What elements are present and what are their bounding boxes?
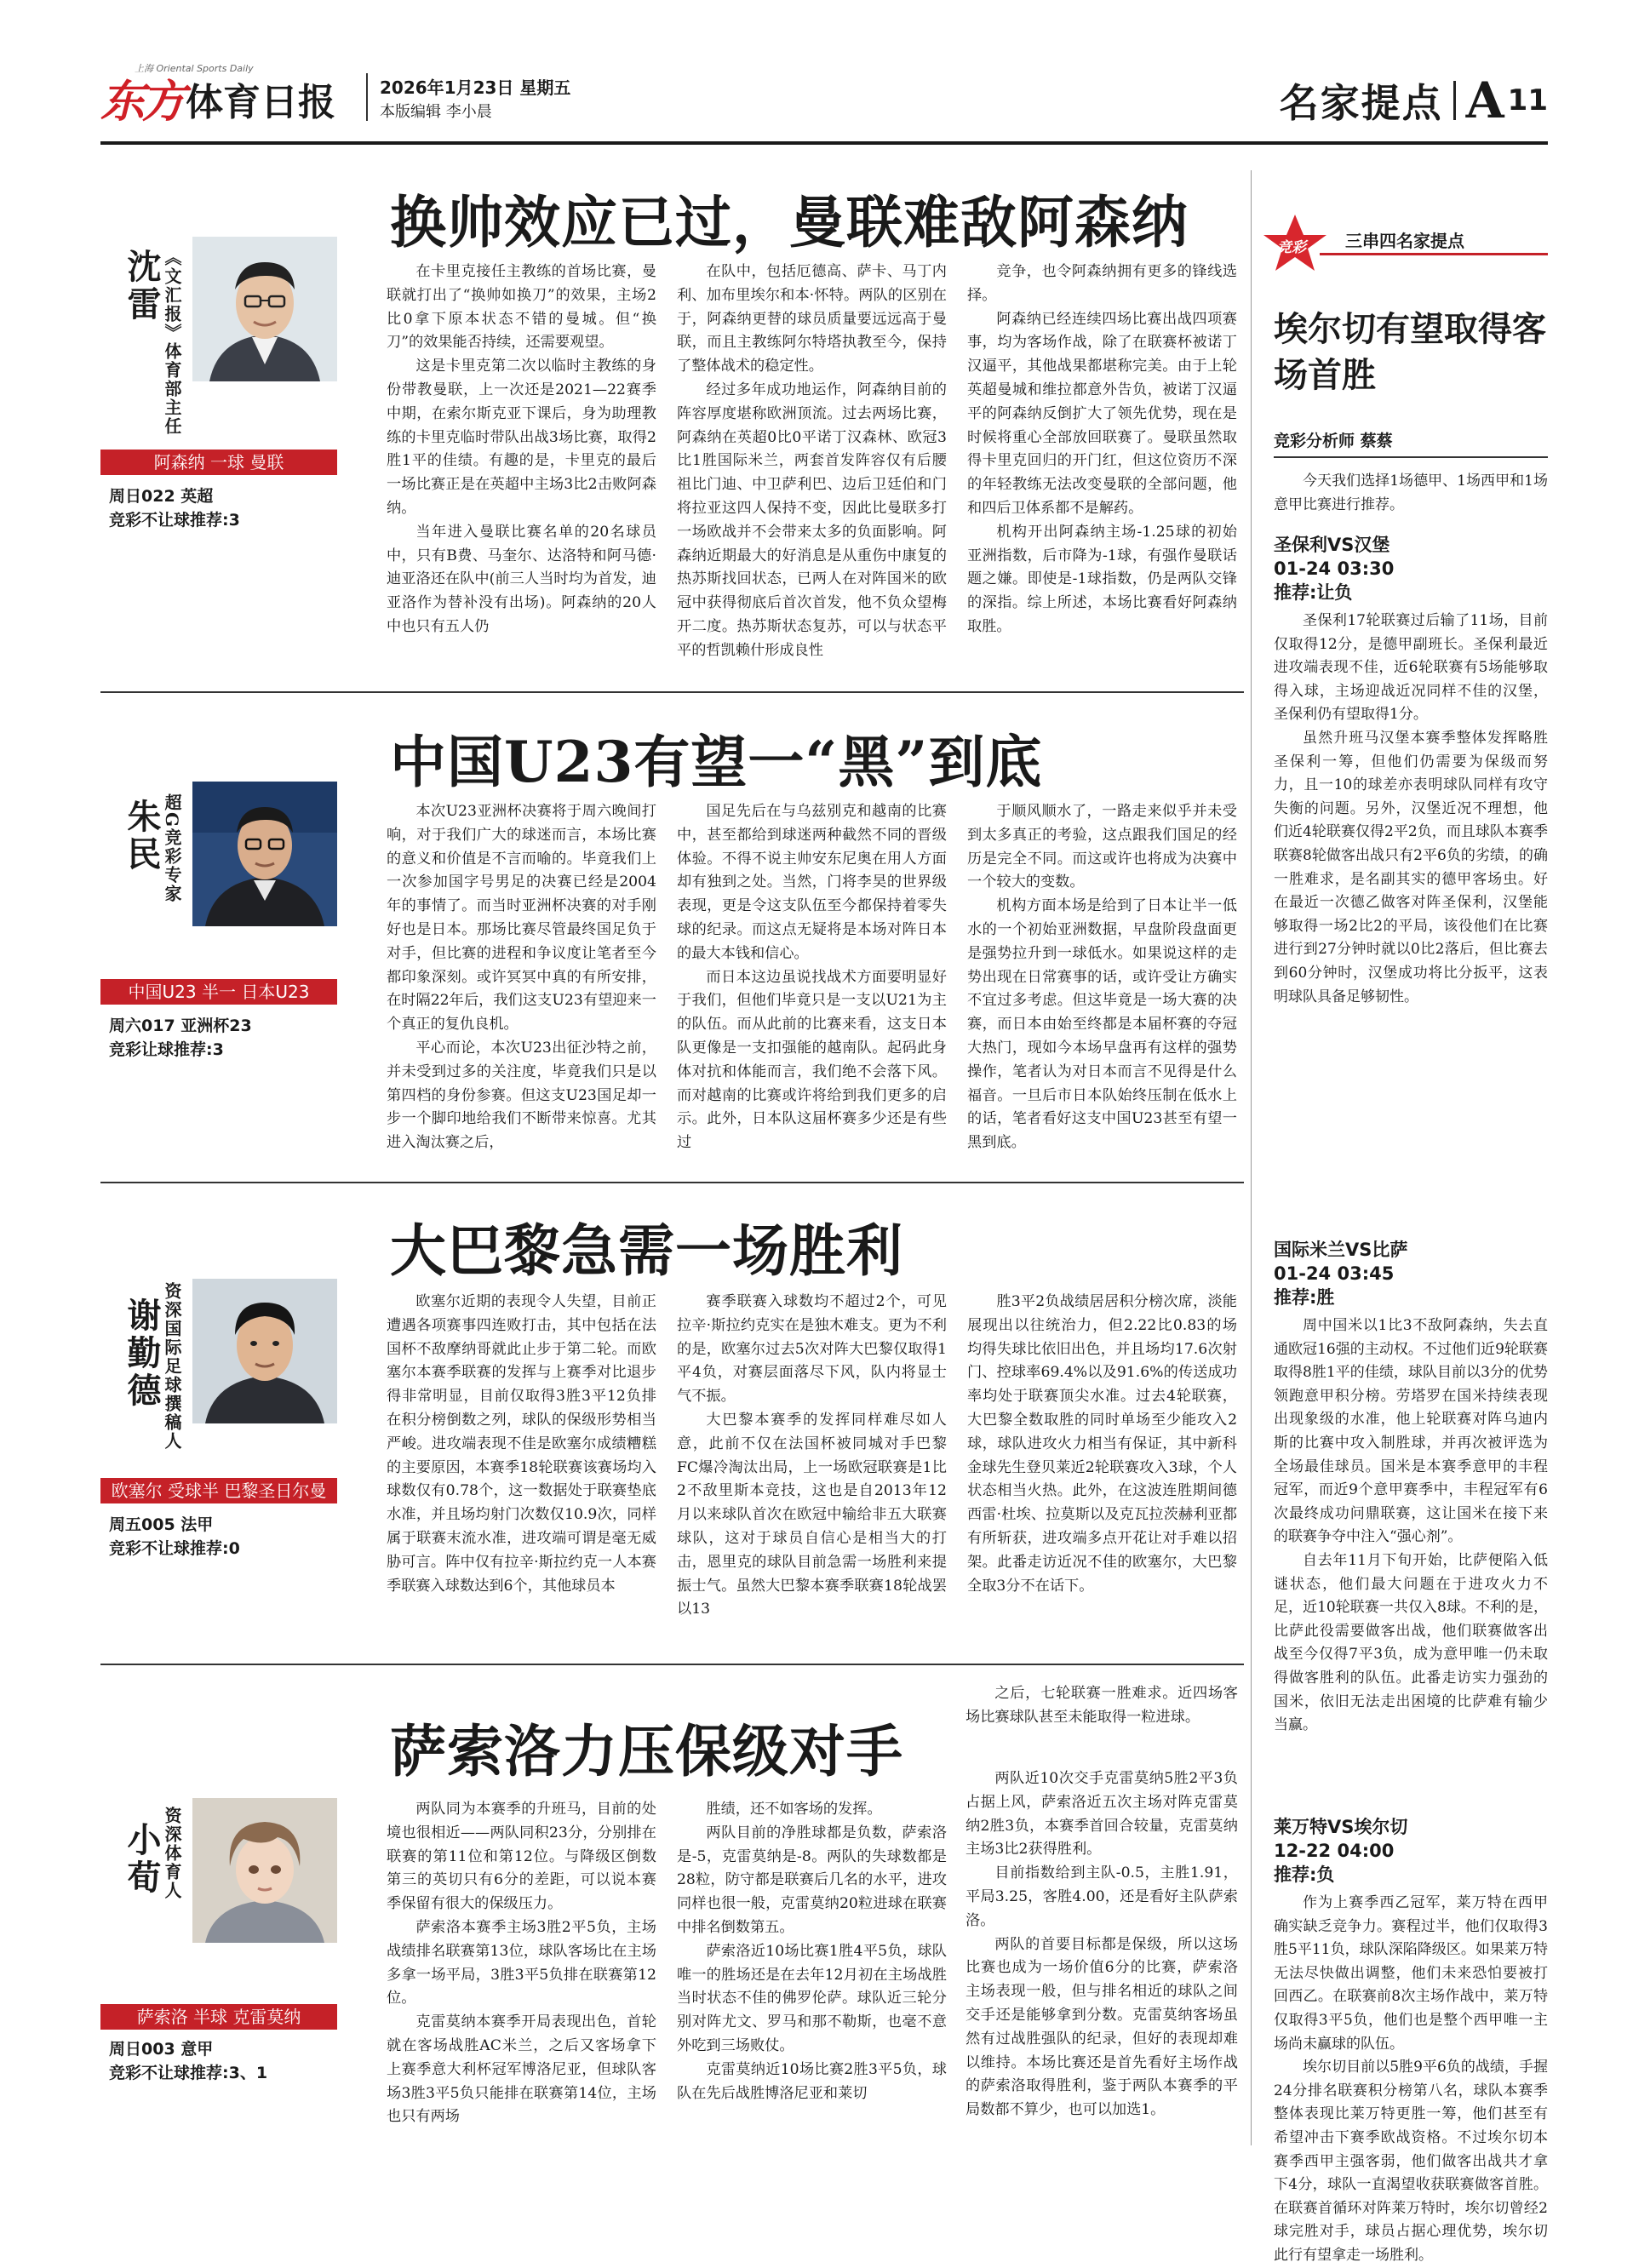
body-paragraph: 于顺风顺水了，一路走来似乎并未受到太多真正的考验，这点跟我们国足的经历是完全不同。而这或许也将成为决赛中一个较大的变数。 (967, 803, 1237, 891)
body-paragraph: 目前指数给到主队-0.5，主胜1.91，平局3.25，客胜4.00，还是看好主队萨索洛。 (965, 1864, 1238, 1929)
body-paragraph: 克雷莫纳本赛季开局表现出色，首轮就在客场战胜AC米兰，之后又客场拿下上赛季意大利杯冠军博洛尼亚，但球队客场3胜3平5负只能排在联赛第14位，主场也只有两场 (387, 2013, 656, 2126)
body-column-2 (677, 800, 947, 1175)
sidebar-intro (1274, 470, 1548, 521)
match-3-teams: 莱万特VS埃尔切 (1274, 1817, 1408, 1837)
author-avatar (192, 1279, 337, 1423)
body-column-1 (387, 800, 656, 1175)
rec-line-1: 周日003 意甲 (109, 2040, 214, 2059)
author-title: 超G竞彩专家 (162, 793, 182, 904)
article-body (387, 1291, 1238, 1657)
body-paragraph: 周中国米以1比3不敌阿森纳，失去直通欧冠16强的主动权。不过他们近9轮联赛取得8胜1平的佳绩，球队目前以3分的优势领跑意甲积分榜。劳塔罗在国米持续表现出现象级的水准，他上轮联赛对阵乌迪内斯的比赛中攻入制胜球，并再次被评选为全场最佳球员。国米是本赛季意甲的丰程冠军，而近9个意甲赛季中，丰程冠军有6次最终成功问鼎联赛，这让国米在接下来的联赛争夺中注入“强心剂”。 (1274, 1317, 1548, 1546)
newspaper-logo[interactable] (100, 68, 335, 128)
body-column-1 (387, 261, 656, 686)
body-paragraph: 大巴黎本赛季的发挥同样难尽如人意，此前不仅在法国杯被同城对手巴黎FC爆冷淘汰出局，上一场欧冠联赛是1比2不敌里斯本竞技，这也是自2013年12月以来球队首次在欧冠中输给非五大联赛球队，这对于球员自信心是相当大的打击，恩里克的球队目前急需一场胜利来提振士气。虽然大巴黎本赛季联赛18轮战罢以13 (677, 1411, 947, 1618)
masthead-rule (100, 141, 1548, 145)
body-paragraph: 而日本这边虽说找战术方面要明显好于我们，但他们毕竟只是一支以U21为主的队伍。而从此前的比赛来看，这支日本队更像是一支扣强能的越南队。起码此身体对抗和体能而言，我们绝不会落下风。而对越南的比赛或许将给到我们更多的启示。此外，日本队这届杯赛多少还是有些过 (677, 968, 947, 1152)
body-paragraph: 在队中，包括厄德高、萨卡、马丁内利、加布里埃尔和本·怀特。两队的区别在于，阿森纳更替的球员质量要远远高于曼联，而且主教练阿尔特塔执教至今，保持了整体战术的稳定性。 (677, 263, 947, 375)
intro-paragraph: 今天我们选择1场德甲、1场西甲和1场意甲比赛进行推荐。 (1274, 472, 1548, 513)
headline[interactable]: 萨索洛力压保级对手 (390, 1718, 903, 1784)
article-1 (100, 162, 1244, 690)
body-paragraph: 阿森纳已经连续四场比赛出战四项赛事，均为客场作战，除了在联赛杯被诺丁汉逼平，其他战果都堪称完美。由于上轮英超曼城和维拉都意外告负，被诺丁汉逼平的阿森纳反倒扩大了领先优势，现在是时候将重心全部放回联赛了。曼联虽然取得卡里克回归的开门红，但这位资历不深的年轻教练无法改变曼联的全部问题，他和四后卫体系都不是解药。 (967, 310, 1237, 517)
body-column-3-top (965, 1682, 1238, 1767)
body-paragraph: 平心而论，本次U23出征沙特之前，并未受到过多的关注度，毕竟我们只是以第四档的身份参赛。但这支U23国足却一步一个脚印地给我们不断带来惊喜。尤其进入淘汰赛之后， (387, 1039, 656, 1152)
rec-line-1: 周日022 英超 (109, 487, 214, 506)
body-paragraph: 虽然升班马汉堡本赛季整体发挥略胜圣保利一筹，但他们仍需要为保级而努力，且一10的球差亦表明球队同样有攻守失衡的问题。另外，汉堡近况不理想，他们近4轮联赛仅得2平2负，而且球队本赛季联赛8轮做客出战只有2平6负的劣绩，的确一胜难求，是名副其实的德甲客场虫。好在最近一次德乙做客对阵圣保利，汉堡能够取得一场2比2的平局，该役他们在比赛进行到27分钟时就以0比2落后，但比赛去到60分钟时，汉堡成功将比分扳平，这表明球队具备足够韧性。 (1274, 729, 1548, 1005)
body-paragraph: 国足先后在与乌兹别克和越南的比赛中，甚至都给到球迷两种截然不同的晋级体验。不得不说主帅安东尼奥在用人方面却有独到之处。当然，门将李昊的世界级表现，更是令这支队伍至今都保持着零失球的纪录。而这点无疑将是本场对阵日本的最大本钱和信心。 (677, 803, 947, 962)
body-paragraph: 赛季联赛入球数均不超过2个，可见拉辛·斯拉约克实在是独木难支。更为不利的是，欧塞尔过去5次对阵大巴黎仅取得1平4负，对赛层面落尽下风，队内将显士气不振。 (677, 1293, 947, 1406)
body-column-3 (967, 800, 1237, 1175)
match-1-time: 01-24 03:30 (1274, 558, 1395, 579)
article-body (387, 800, 1238, 1175)
headline[interactable]: 换帅效应已过，曼联难敌阿森纳 (390, 189, 1189, 255)
match-1-pick: 推荐:让负 (1274, 582, 1353, 603)
rec-line-2: 竞彩不让球推荐:3 (109, 511, 240, 530)
article-body (387, 261, 1238, 686)
author-title: 资深国际足球撰稿人 (162, 1282, 182, 1451)
page-editor: 本版编辑 李小晨 (380, 103, 492, 121)
issue-date: 2026年1月23日 星期五 (380, 77, 571, 98)
rec-line-2: 竞彩让球推荐:3 (109, 1040, 224, 1059)
body-column-2 (677, 1798, 947, 2139)
sidebar-column (1260, 170, 1548, 2264)
page-number: 11 (1507, 83, 1548, 117)
sidebar-rule (1274, 456, 1548, 458)
body-paragraph: 两队目前的净胜球都是负数，萨索洛是-5，克雷莫纳是-8。两队的失球数都是28粒，防守都是联赛后几名的水平，进攻同样也很一般，克雷莫纳20粒进球在联赛中排名倒数第五。 (677, 1824, 947, 1936)
body-paragraph: 圣保利17轮联赛过后输了11场，目前仅取得12分，是德甲副班长。圣保利最近进攻端表现不佳，近6轮联赛有5场能够取得入球，主场迎战近况同样不佳的汉堡，圣保利仍有望取得1分。 (1274, 612, 1548, 724)
sidebar-tag: 三串四名家提点 (1320, 226, 1548, 255)
body-column-3 (967, 1291, 1237, 1657)
body-paragraph: 机构方面本场是给到了日本让半一低水的一个初始亚洲数据，早盘阶段盘面更是强势拉升到一球低水。如果说这样的走势出现在日常赛事的话，或许受让方确实不宜过多考虑。但这毕竟是一场大赛的决赛，而日本由始至终都是本届杯赛的夺冠大热门，现如今本场早盘再有这样的强势操作，笔者认为对日本而言不见得是什么福音。一旦后市日本队始终压制在低水上的话，笔者看好这支中国U23甚至有望一黑到底。 (967, 897, 1237, 1152)
author-name: 小荀 (122, 1822, 162, 1897)
article-body-top (965, 1682, 1238, 1767)
author-avatar (192, 782, 337, 926)
body-paragraph: 作为上赛季西乙冠军，莱万特在西甲确实缺乏竞争力。赛程过半，他们仅取得3胜5平11负，球队深陷降级区。如果莱万特无法尽快做出调整，他们未来恐怕要被打回西乙。在联赛前8次主场作战中，莱万特仅取得3平5负，他们也是整个西甲唯一主场尚未赢球的队伍。 (1274, 1894, 1548, 2053)
logo-english: 上海 Oriental Sports Daily (135, 63, 254, 74)
author-name: 谢勤德 (122, 1297, 162, 1410)
sidebar-divider (1251, 170, 1252, 2145)
body-column-2 (677, 261, 947, 686)
body-paragraph: 竞争，也令阿森纳拥有更多的锋线选择。 (967, 263, 1237, 304)
body-paragraph: 萨索洛本赛季主场3胜2平5负，主场战绩排名联赛第13位，球队客场比在主场多拿一场平局，3胜3平5负排在联赛第12位。 (387, 1918, 656, 2007)
body-paragraph: 欧塞尔近期的表现令人失望，目前正遭遇各项赛事四连败打击，其中包括在法国杯不敌摩纳哥就此止步于第二轮。而欧塞尔本赛季联赛的发挥与上赛季对比退步得非常明显，目前仅取得3胜3平12负排在积分榜倒数之列，球队的保级形势相当严峻。进攻端表现不佳是欧塞尔成绩糟糕的主要原因，本赛季18轮联赛该赛场均入球数仅有0.78个，这一数据处于联赛垫底水准，并且场均射门次数仅10.9次，同样属于联赛末流水准，进攻端可谓是毫无威胁可言。阵中仅有拉辛·斯拉约克一人本赛季联赛入球数达到6个，其他球员本 (387, 1293, 656, 1595)
body-paragraph: 这是卡里克第二次以临时主教练的身份带教曼联，上一次还是2021—22赛季中期，在索尔斯克亚下课后，身为助理教练的卡里克临时带队出战3场比赛，取得2胜1平的佳绩。有趣的是，卡里克的最后一场比赛正是在英超中主场3比2击败阿森纳。 (387, 358, 656, 517)
body-paragraph: 两队近10次交手克雷莫纳5胜2平3负占据上风，萨索洛近五次主场对阵克雷莫纳2胜3负，本赛季首回合较量，克雷莫纳主场3比2获得胜利。 (965, 1770, 1238, 1858)
match-bar: 萨索洛 半球 克雷莫纳 (100, 2004, 337, 2030)
body-paragraph: 自去年11月下旬开始，比萨便陷入低谜状态，他们最大问题在于进攻火力不足，近10轮联赛一共仅入8球。不利的是，比萨此役需要做客出战，他们联赛做客出战至今仅得7平3负，成为意甲唯一仍未取得做客胜利的队伍。此番走访实力强劲的国米，依旧无法走出困境的比萨难有输少当赢。 (1274, 1551, 1548, 1734)
headline[interactable]: 大巴黎急需一场胜利 (390, 1217, 903, 1284)
author-name: 朱民 (122, 799, 162, 873)
article-3 (100, 1188, 1244, 1665)
page-letter: A (1465, 72, 1504, 129)
author-title: 资深体育人 (162, 1807, 182, 1900)
body-paragraph: 机构开出阿森纳主场-1.25球的初始亚洲指数，后市降为-1球，有强作曼联话题之嫌。即使是-1球指数，仍是两队交锋的深指。综上所述，本场比赛看好阿森纳取胜。 (967, 523, 1237, 635)
article-divider (100, 1182, 1244, 1183)
match-2-text (1274, 1314, 1548, 1800)
author-avatar (192, 237, 337, 381)
rec-line-1: 周六017 亚洲杯23 (109, 1017, 252, 1035)
match-2-time: 01-24 03:45 (1274, 1263, 1395, 1284)
body-paragraph: 之后，七轮联赛一胜难求。近四场客场比赛球队甚至未能取得一粒进球。 (965, 1685, 1238, 1726)
article-body-right (965, 1767, 1238, 2142)
sidebar-title[interactable]: 埃尔切有望取得客场首胜 (1274, 309, 1546, 395)
body-paragraph: 当年进入曼联比赛名单的20名球员中，只有B费、马奎尔、达洛特和阿马德·迪亚洛还在队中(前三人当时均为首发，迪亚洛作为替补没有出场)。阿森纳的20人中也只有五人仍 (387, 523, 656, 635)
match-1-teams: 圣保利VS汉堡 (1274, 535, 1390, 555)
masthead-divider (366, 73, 368, 121)
article-body (387, 1798, 948, 2139)
author-avatar (192, 1798, 337, 1943)
body-column-1 (387, 1798, 656, 2139)
body-paragraph: 萨索洛近10场比赛1胜4平5负，球队唯一的胜场还是在去年12月初在主场战胜当时状态不佳的佛罗伦萨。球队近三轮分别对阵尤文、罗马和那不勒斯，也毫不意外吃到三场败仗。 (677, 1942, 947, 2054)
match-3-text (1274, 1892, 1548, 2264)
body-column-3 (967, 261, 1237, 686)
author-name: 沈雷 (122, 249, 162, 324)
logo-east: 东方 (100, 76, 183, 128)
body-column-2 (677, 1291, 947, 1657)
article-2 (100, 698, 1244, 1183)
match-2-pick: 推荐:胜 (1274, 1287, 1335, 1308)
section-divider (1453, 81, 1456, 120)
body-column-1 (387, 1291, 656, 1657)
section-name: 名家提点 (1279, 80, 1443, 126)
body-paragraph: 胜绩，还不如客场的发挥。 (706, 1801, 882, 1818)
match-bar: 中国U23 半一 日本U23 (100, 979, 337, 1005)
sidebar-analyst: 竞彩分析师 蔡蔡 (1274, 432, 1393, 450)
match-3-time: 12-22 04:00 (1274, 1841, 1395, 1861)
match-bar: 欧塞尔 受球半 巴黎圣日尔曼 (100, 1478, 337, 1503)
body-paragraph: 埃尔切目前以5胜9平6负的战绩，手握24分排名联赛积分榜第八名，球队本赛季整体表现比莱万特更胜一筹，他们甚至有希望冲击下赛季欧战资格。不过埃尔切本赛季西甲主强客弱，他们做客出战共才拿下4分，球队一直渴望收获联赛做客首胜。在联赛首循环对阵莱万特时，埃尔切曾经2球完胜对手，球员占据心理优势，埃尔切此行有望拿走一场胜利。 (1274, 2059, 1548, 2264)
match-3-pick: 推荐:负 (1274, 1864, 1335, 1885)
body-paragraph: 胜3平2负战绩居居积分榜次席，淡能展现出以往统治力，但2.22比0.83的场均得失球比依旧出色，并且场均17.6次射门、控球率69.4%以及91.6%的传送成功率均处于联赛顶尖水准。过去4轮联赛，大巴黎全数取胜的同时单场至少能攻入2球，球队进攻火力相当有保证，其中新科金球先生登贝莱近2轮联赛攻入3球，个人状态相当火热。此外，在这波连胜期间德西雷·杜埃、拉莫斯以及克瓦拉茨赫利亚都有所斩获，进攻端多点开花让对手难以招架。此番走访近况不佳的欧塞尔，大巴黎全取3分不在话下。 (967, 1293, 1237, 1595)
badge-label: 竞彩 (1277, 239, 1306, 256)
article-4 (100, 1670, 1244, 2156)
body-paragraph: 本次U23亚洲杯决赛将于周六晚间打响，对于我们广大的球迷而言，本场比赛的意义和价值是不言而喻的。毕竟我们上一次参加国字号男足的决赛已经是2004年的事情了。而当时亚洲杯决赛的对手刚好也是日本。那场比赛尽管最终国足负于对手，但比赛的进程和争议度让笔者至今都印象深刻。或许冥冥中真的有所安排，在时隔22年后，我们这支U23有望迎来一个真正的复仇良机。 (387, 803, 656, 1034)
article-divider (100, 691, 1244, 693)
body-paragraph: 在卡里克接任主教练的首场比赛，曼联就打出了“换帅如换刀”的效果，主场2比0拿下原本状态不错的曼城。但“换刀”的效果能否持续，还需要观望。 (387, 263, 656, 352)
body-paragraph: 经过多年成功地运作，阿森纳目前的阵容厚度堪称欧洲顶流。过去两场比赛，阿森纳在英超0比0平诺丁汉森林、欧冠3比1胜国际米兰，两套首发阵容仅有后腰祖比门迪、中卫萨利巴、边后卫廷伯和门将拉亚这四人保持不变，因此比曼联多打一场欧战并不会带来太多的负面影响。阿森纳近期最大的好消息是从重伤中康复的热苏斯找回状态，已两人在对阵国米的欧冠中获得彻底后首次首发，他不负众望梅开二度。热苏斯状态复苏，可以与状态平平的哲凯赖什形成良性 (677, 381, 947, 659)
logo-name: 体育日报 (186, 81, 336, 124)
body-column-3 (965, 1767, 1238, 2142)
rec-line-2: 竞彩不让球推荐:3、1 (109, 2064, 268, 2082)
body-paragraph: 两队同为本赛季的升班马，目前的处境也很相近——两队同积23分，分别排在联赛的第11位和第12位。与降级区倒数第三的英切只有6分的差距，可以说本赛季保留有很大的保级压力。 (387, 1801, 656, 1913)
body-paragraph: 两队的首要目标都是保级，所以这场比赛也成为一场价值6分的比赛，萨索洛主场表现一般，但与排名相近的球队之间交手还是能够拿到分数。克雷莫纳客场虽然有过战胜强队的纪录，但好的表现却难以维持。本场比赛还是首先看好主场作战的萨索洛取得胜利，鉴于两队本赛季的平局数都不算少，也可以加选1。 (965, 1935, 1238, 2119)
rec-line-2: 竞彩不让球推荐:0 (109, 1539, 240, 1558)
page-section (1280, 72, 1548, 129)
match-1-text (1274, 610, 1548, 1223)
article-divider (100, 1664, 1244, 1665)
match-bar: 阿森纳 一球 曼联 (100, 450, 337, 475)
body-paragraph: 克雷莫纳近10场比赛2胜3平5负，球队在先后战胜博洛尼亚和莱切 (677, 2060, 947, 2102)
headline[interactable]: 中国U23有望一“黑”到底 (390, 729, 1043, 795)
rec-line-1: 周五005 法甲 (109, 1515, 214, 1534)
masthead (100, 61, 1548, 138)
author-title: 《文汇报》体育部主任 (162, 249, 182, 436)
match-2-teams: 国际米兰VS比萨 (1274, 1240, 1408, 1260)
